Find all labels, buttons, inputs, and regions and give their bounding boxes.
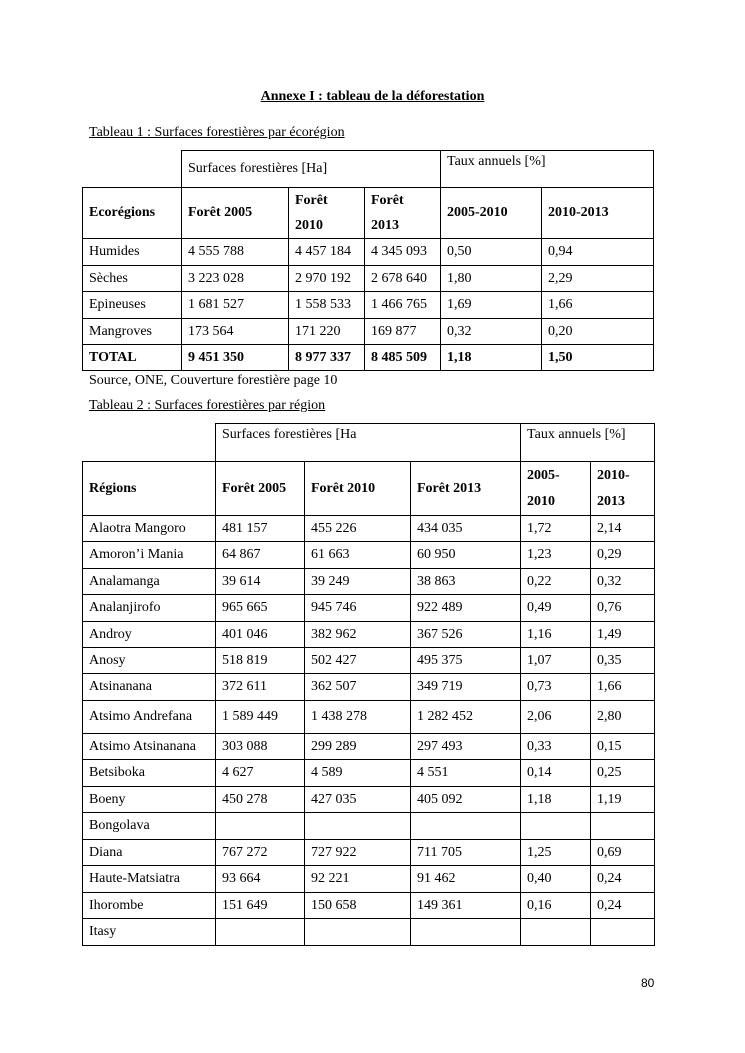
table2-cell [305,919,411,946]
table1-cell: 0,20 [542,319,654,345]
table2-cell: 1 438 278 [305,701,411,734]
table1-row [83,266,654,292]
table2-cell: 502 427 [305,648,411,674]
table2-cell: 4 627 [216,760,305,787]
table2-cell: Itasy [83,919,216,946]
table2-cell: 39 614 [216,569,305,595]
table1-caption: Tableau 1 : Surfaces forestières par écorégion [89,125,345,140]
table1 [82,150,654,371]
table1-cell: Epineuses [83,292,182,319]
table2-cell: 767 272 [216,840,305,866]
table2-row [83,595,655,622]
table2-cell [521,813,591,840]
table1-cell: 8 485 509 [365,345,441,371]
table2-cell: 2,06 [521,701,591,734]
table2-cell: 1,07 [521,648,591,674]
table2-cell: Betsiboka [83,760,216,787]
table2-cell: 303 088 [216,734,305,760]
table2-cell: 299 289 [305,734,411,760]
table2-cell: 1 589 449 [216,701,305,734]
table2-cell: Amoron’i Mania [83,542,216,569]
table1-source: Source, ONE, Couverture forestière page 10 [89,373,338,388]
table2-row [83,734,655,760]
table2-cell: 401 046 [216,622,305,648]
table2-cell: 150 658 [305,893,411,919]
table2-cell: 362 507 [305,674,411,701]
table2-cell: Atsinanana [83,674,216,701]
table2-cell: 0,15 [591,734,655,760]
table2-cell: 405 092 [411,787,521,813]
table1-cell: 1,69 [441,292,542,319]
table1-cell: 8 977 337 [289,345,365,371]
table2-cell: 0,76 [591,595,655,622]
table2-cell: 382 962 [305,622,411,648]
table2-cell: 4 551 [411,760,521,787]
table1-cell: 169 877 [365,319,441,345]
table1-row [83,239,654,266]
table2-cell: 0,33 [521,734,591,760]
table2-cell: 922 489 [411,595,521,622]
table1-cell: 1,18 [441,345,542,371]
table2-row [83,569,655,595]
table2-cell: 64 867 [216,542,305,569]
table1-cell: 173 564 [182,319,289,345]
table2-header: 2005-2010 [521,462,591,516]
table2-cell: 455 226 [305,516,411,542]
table2-row [83,701,655,734]
table2-cell: Analamanga [83,569,216,595]
table2-cell: 0,49 [521,595,591,622]
table2-row [83,866,655,893]
table2-cell: 297 493 [411,734,521,760]
table2-cell: 1,66 [591,674,655,701]
table1-cell: Humides [83,239,182,266]
table1-cell: 4 555 788 [182,239,289,266]
table2-cell: 0,73 [521,674,591,701]
table2-cell: 1,23 [521,542,591,569]
table2-cell [591,919,655,946]
table2-cell: 965 665 [216,595,305,622]
table1-cell: 3 223 028 [182,266,289,292]
table1-header: Forêt 2013 [365,188,441,239]
table2-cell: 1,25 [521,840,591,866]
table2-cell: 1,19 [591,787,655,813]
table1-cell: 1 558 533 [289,292,365,319]
table1-group-surfaces: Surfaces forestières [Ha] [182,151,441,188]
table2-cell: 1,18 [521,787,591,813]
table2-row [83,787,655,813]
table2-cell: 372 611 [216,674,305,701]
table1-cell: 0,50 [441,239,542,266]
table2-row [83,542,655,569]
table2-row [83,674,655,701]
table2-cell: 450 278 [216,787,305,813]
table2-cell [411,919,521,946]
table2-cell: 91 462 [411,866,521,893]
table2 [82,423,655,946]
table2-cell: 434 035 [411,516,521,542]
table2-cell: Ihorombe [83,893,216,919]
table2-cell: 60 950 [411,542,521,569]
table2-caption: Tableau 2 : Surfaces forestières par région [89,398,326,413]
table1-row [83,292,654,319]
table2-cell: 0,16 [521,893,591,919]
table1-cell: 4 457 184 [289,239,365,266]
table2-cell: 39 249 [305,569,411,595]
table2-cell: 0,14 [521,760,591,787]
table1-cell: 1,50 [542,345,654,371]
table2-cell: 711 705 [411,840,521,866]
table1-header: Forêt 2010 [289,188,365,239]
table1-group-taux: Taux annuels [%] [441,151,654,188]
table2-cell: 1,49 [591,622,655,648]
table1-row [83,345,654,371]
table2-cell [411,813,521,840]
table2-cell: 945 746 [305,595,411,622]
table1-row [83,319,654,345]
table2-cell: Androy [83,622,216,648]
table2-cell: 151 649 [216,893,305,919]
table2-row [83,648,655,674]
table2-cell [521,919,591,946]
table2-cell: Alaotra Mangoro [83,516,216,542]
table2-cell: 93 664 [216,866,305,893]
table1-cell: 171 220 [289,319,365,345]
table2-cell: Anosy [83,648,216,674]
table2-cell: 38 863 [411,569,521,595]
table1-cell: 4 345 093 [365,239,441,266]
table2-cell: 0,40 [521,866,591,893]
table2-cell: Atsimo Atsinanana [83,734,216,760]
table1-cell: 1,66 [542,292,654,319]
table2-cell: 1,16 [521,622,591,648]
table2-row [83,516,655,542]
table1-header: 2010-2013 [542,188,654,239]
table2-cell [305,813,411,840]
table2-cell: 495 375 [411,648,521,674]
table2-cell: 0,32 [591,569,655,595]
table1-cell: Sèches [83,266,182,292]
table1-header: Forêt 2005 [182,188,289,239]
table2-cell: 427 035 [305,787,411,813]
table2-cell: 2,80 [591,701,655,734]
table2-header: 2010-2013 [591,462,655,516]
table2-cell: Analanjirofo [83,595,216,622]
table2-cell: 2,14 [591,516,655,542]
table2-header: Forêt 2005 [216,462,305,516]
table1-cell: TOTAL [83,345,182,371]
table2-cell: 0,24 [591,893,655,919]
table1-corner [83,151,182,188]
table2-row [83,919,655,946]
table2-cell: 0,29 [591,542,655,569]
table1-cell: 0,32 [441,319,542,345]
table2-cell: 0,69 [591,840,655,866]
table2-cell: 518 819 [216,648,305,674]
table2-cell: 4 589 [305,760,411,787]
table2-cell: 349 719 [411,674,521,701]
table2-row [83,893,655,919]
table2-cell [216,919,305,946]
table2-cell: 1 282 452 [411,701,521,734]
page-title: Annexe I : tableau de la déforestation [260,89,485,104]
table2-row [83,813,655,840]
table2-cell: 1,72 [521,516,591,542]
table1-cell: 0,94 [542,239,654,266]
table2-cell [591,813,655,840]
table2-cell: Haute-Matsiatra [83,866,216,893]
table2-header: Forêt 2013 [411,462,521,516]
page-number: 80 [641,976,655,990]
table1-cell: 2 970 192 [289,266,365,292]
table2-cell: 367 526 [411,622,521,648]
table2-cell: 149 361 [411,893,521,919]
table2-row [83,840,655,866]
table1-cell: 1,80 [441,266,542,292]
table1-header: 2005-2010 [441,188,542,239]
table2-group-taux: Taux annuels [%] [521,424,655,462]
table1-cell: 9 451 350 [182,345,289,371]
table1-cell: 1 466 765 [365,292,441,319]
table2-cell: 727 922 [305,840,411,866]
table2-row [83,622,655,648]
table1-header: Ecorégions [83,188,182,239]
table2-cell: 61 663 [305,542,411,569]
table2-group-surfaces: Surfaces forestières [Ha [216,424,521,462]
table2-header: Forêt 2010 [305,462,411,516]
table1-cell: 2 678 640 [365,266,441,292]
table2-row [83,760,655,787]
table2-cell: 0,35 [591,648,655,674]
table2-cell: 481 157 [216,516,305,542]
table1-cell: 2,29 [542,266,654,292]
table1-cell: 1 681 527 [182,292,289,319]
table2-cell: Bongolava [83,813,216,840]
table2-cell: Diana [83,840,216,866]
table1-cell: Mangroves [83,319,182,345]
table2-cell: 0,24 [591,866,655,893]
table2-cell: 0,22 [521,569,591,595]
table2-cell: 92 221 [305,866,411,893]
table2-corner [83,424,216,462]
table2-cell [216,813,305,840]
table2-header: Régions [83,462,216,516]
table2-cell: Atsimo Andrefana [83,701,216,734]
table2-cell: 0,25 [591,760,655,787]
table2-cell: Boeny [83,787,216,813]
